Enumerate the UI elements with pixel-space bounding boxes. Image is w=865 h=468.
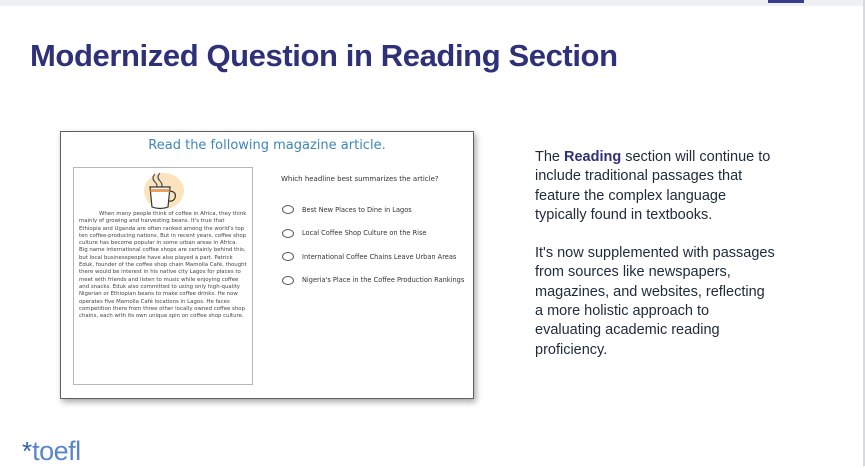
toefl-logo [22,438,81,468]
answer-option[interactable] [282,222,464,246]
slide-title: Modernized Question in Reading Section [30,38,618,73]
example-question-image [60,131,474,399]
answer-option[interactable] [282,198,464,222]
magazine-article [73,167,253,385]
example-heading: Read the following magazine article. [148,138,386,153]
answer-option[interactable] [282,245,464,269]
asterisk-icon: * [22,436,33,466]
answer-option[interactable] [282,269,464,293]
description-paragraph-2: It's now supplemented with passages from sources like newspapers, magazines, and websites, reflecting a more holistic approach to evaluating academic reading proficiency. [535,245,775,358]
article-text: When many people think of coffee in Africa, they think mainly of growing and harvesting beans. It's true that Ethiopia and Uganda are often ranked among the world's top ten coffee-producing nations. But in recent years, coffee shop culture has become popular in some urban areas in Africa. Big name international coffee shops are certainly behind this, but local businesspeople have also played a part. Patrick Eduk, founder of the coffee shop chain Mamolla Café, thought there would be interest in his native city Lagos for places to meet with friends and listen to music while enjoying coffee and snacks. Eduk also committed to using only high-quality Nigerian or Ethiopian beans to make coffee drinks. He now operates five Mamolla Café locations in Lagos. He faces competition there from three other locally owned coffee shop chains, each with its own unique spin on coffee shop culture. [79,211,247,320]
option-label: Best New Places to Dine in Lagos [302,205,412,214]
option-label: Local Coffee Shop Culture on the Rise [302,229,427,238]
radio-button[interactable] [282,205,294,214]
option-label: International Coffee Chains Leave Urban Areas [302,252,457,261]
logo-text: toefl [32,436,81,466]
question-prompt: Which headline best summarizes the article? [281,175,439,183]
coffee-cup-icon [140,171,186,211]
top-accent-bar [768,0,804,3]
answer-options [282,198,464,292]
option-label: Nigeria's Place in the Coffee Production Rankings [302,276,465,285]
radio-button[interactable] [282,252,294,261]
description [535,148,775,360]
radio-button[interactable] [282,276,294,285]
top-bar [0,0,865,6]
description-paragraph-1: The Reading section will continue to include traditional passages that feature the complex language typically found in textbooks. [535,149,771,223]
reading-emphasis: Reading [564,149,622,165]
radio-button[interactable] [282,229,294,238]
